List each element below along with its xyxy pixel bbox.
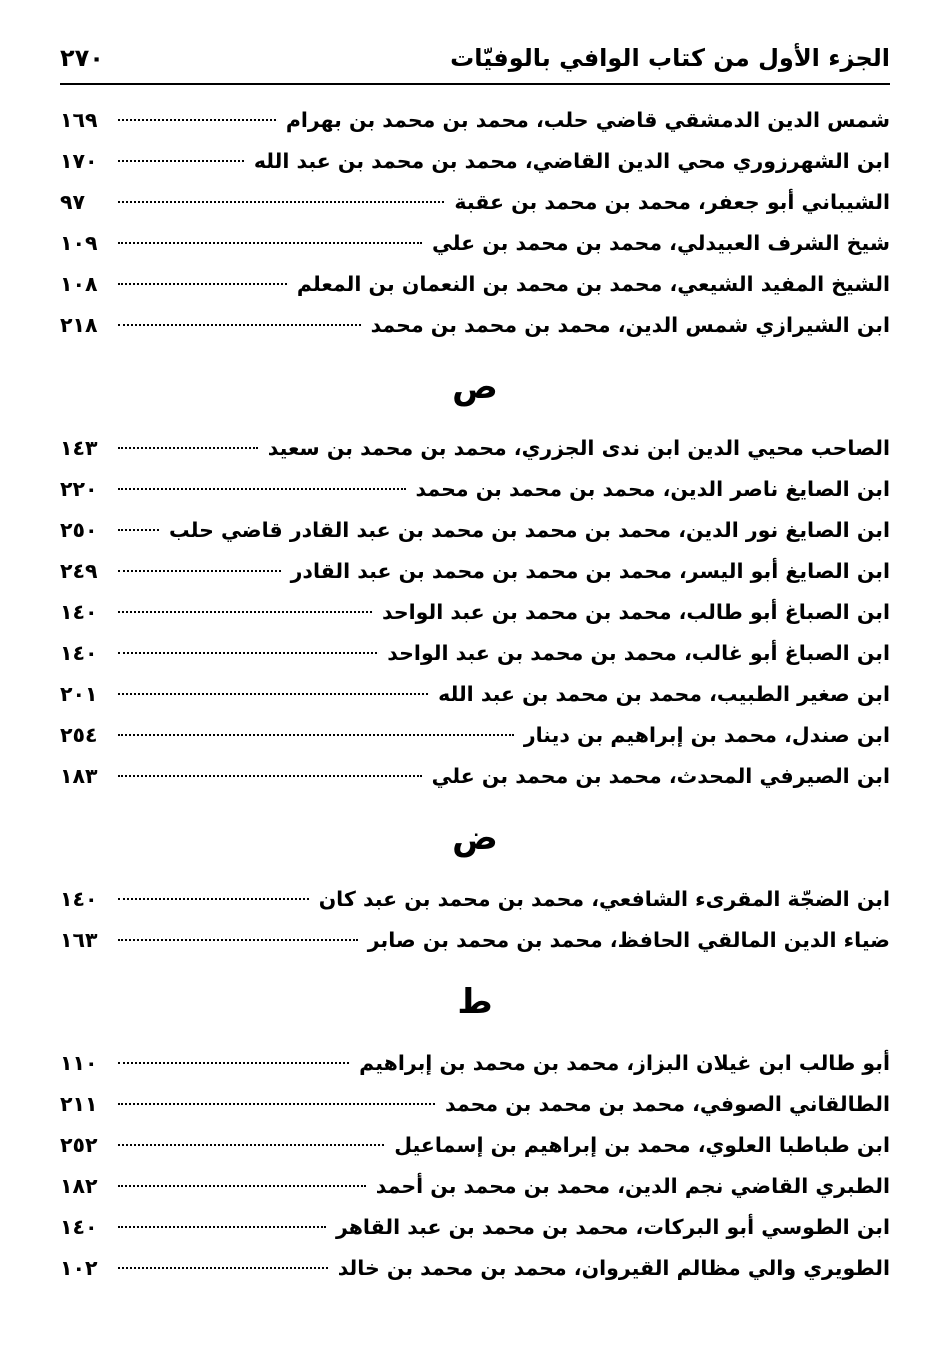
dot-leader	[118, 693, 428, 695]
entry-page-number: ١٤٠	[60, 887, 98, 911]
index-entry	[60, 100, 890, 141]
book-title: الجزء الأول من كتاب الوافي بالوفيّات	[450, 44, 890, 72]
dot-leader	[118, 775, 422, 777]
entry-name: ضياء الدين المالقي الحافظ، محمد بن محمد بن صابر	[367, 928, 890, 952]
entry-name: ابن الصيرفي المحدث، محمد بن محمد بن علي	[431, 764, 890, 788]
entry-name: ابن الشيرازي شمس الدين، محمد بن محمد بن محمد	[370, 313, 890, 337]
entry-page-number: ١٦٩	[60, 108, 98, 132]
running-head	[60, 38, 890, 78]
letter-heading: ص	[452, 367, 498, 407]
entry-page-number: ١٨٣	[60, 764, 98, 788]
index-entry	[60, 715, 890, 756]
letter-heading: ض	[452, 818, 498, 858]
index-entry	[60, 510, 890, 551]
entry-page-number: ٢٥٢	[60, 1133, 98, 1157]
entry-page-number: ٢٥٤	[60, 723, 98, 747]
index-entry	[60, 879, 890, 920]
index-entry	[60, 633, 890, 674]
index-entry	[60, 1207, 890, 1248]
entry-page-number: ٢٠١	[60, 682, 98, 706]
dot-leader	[118, 119, 276, 121]
dot-leader	[118, 324, 361, 326]
entry-page-number: ١٦٣	[60, 928, 98, 952]
dot-leader	[118, 201, 444, 203]
index-entry	[60, 592, 890, 633]
index-entry	[60, 1043, 890, 1084]
dot-leader	[118, 488, 406, 490]
entry-page-number: ١٠٢	[60, 1256, 98, 1280]
entry-name: شمس الدين الدمشقي قاضي حلب، محمد بن محمد بن بهرام	[285, 108, 890, 132]
dot-leader	[118, 1226, 326, 1228]
entry-name: الطويري والي مظالم القيروان، محمد بن محمد بن خالد	[337, 1256, 890, 1280]
index-entry	[60, 264, 890, 305]
index-entry	[60, 756, 890, 797]
entry-name: شيخ الشرف العبيدلي، محمد بن محمد بن علي	[431, 231, 890, 255]
index-entry	[60, 674, 890, 715]
index-entry	[60, 305, 890, 346]
index-entry	[60, 223, 890, 264]
index-entry	[60, 141, 890, 182]
entry-page-number: ٢١١	[60, 1092, 98, 1116]
index-entry	[60, 1084, 890, 1125]
entry-page-number: ١١٠	[60, 1051, 98, 1075]
entry-page-number: ٢٥٠	[60, 518, 98, 542]
dot-leader	[118, 611, 372, 613]
index-entry	[60, 182, 890, 223]
header-rule	[60, 83, 890, 85]
entry-page-number: ١٨٢	[60, 1174, 98, 1198]
entry-page-number: ١٠٨	[60, 272, 98, 296]
dot-leader	[118, 652, 377, 654]
dot-leader	[118, 1185, 366, 1187]
entry-name: ابن الشهرزوري محي الدين القاضي، محمد بن محمد بن عبد الله	[253, 149, 890, 173]
entry-page-number: ١٧٠	[60, 149, 98, 173]
letter-heading: ط	[457, 982, 493, 1022]
dot-leader	[118, 283, 287, 285]
index-entry	[60, 920, 890, 961]
index-entry	[60, 1125, 890, 1166]
index-list	[60, 100, 890, 1289]
dot-leader	[118, 160, 244, 162]
entry-name: ابن الطوسي أبو البركات، محمد بن محمد بن عبد القاهر	[335, 1215, 890, 1239]
entry-name: الطبري القاضي نجم الدين، محمد بن محمد بن أحمد	[375, 1174, 890, 1198]
dot-leader	[118, 1144, 384, 1146]
dot-leader	[118, 734, 514, 736]
entry-page-number: ٢١٨	[60, 313, 98, 337]
index-entry	[60, 1248, 890, 1289]
dot-leader	[118, 1062, 349, 1064]
entry-name: ابن الصباغ أبو غالب، محمد بن محمد بن عبد الواحد	[387, 641, 890, 665]
dot-leader	[118, 939, 358, 941]
entry-page-number: ١٤٠	[60, 600, 98, 624]
dot-leader	[118, 1267, 328, 1269]
entry-name: ابن الصباغ أبو طالب، محمد بن محمد بن عبد الواحد	[382, 600, 890, 624]
dot-leader	[118, 447, 258, 449]
entry-name: ابن صغير الطبيب، محمد بن محمد بن عبد الله	[438, 682, 890, 706]
entry-name: ابن الصايغ أبو اليسر، محمد بن محمد بن محمد بن عبد القادر	[290, 559, 890, 583]
entry-name: الصاحب محيي الدين ابن ندى الجزري، محمد بن محمد بن سعيد	[267, 436, 890, 460]
dot-leader	[118, 1103, 435, 1105]
entry-page-number: ٢٢٠	[60, 477, 98, 501]
entry-name: ابن الصايغ نور الدين، محمد بن محمد بن محمد بن عبد القادر قاضي حلب	[169, 518, 890, 542]
index-entry	[60, 551, 890, 592]
entry-page-number: ١٤٠	[60, 641, 98, 665]
entry-name: ابن طباطبا العلوي، محمد بن إبراهيم بن إسماعيل	[394, 1133, 890, 1157]
entry-page-number: ١٤٠	[60, 1215, 98, 1239]
entry-page-number: ١٠٩	[60, 231, 98, 255]
index-entry	[60, 469, 890, 510]
entry-name: الشيباني أبو جعفر، محمد بن محمد بن عقبة	[454, 190, 890, 214]
index-entry	[60, 428, 890, 469]
index-entry	[60, 1166, 890, 1207]
entry-name: ابن الضجّة المقرىء الشافعي، محمد بن محمد بن عبد كان	[318, 887, 890, 911]
entry-page-number: ٩٧	[60, 190, 86, 214]
entry-name: أبو طالب ابن غيلان البزاز، محمد بن محمد بن إبراهيم	[359, 1051, 890, 1075]
dot-leader	[118, 242, 422, 244]
page-number: ٢٧٠	[60, 44, 104, 72]
entry-name: ابن الصايغ ناصر الدين، محمد بن محمد بن محمد	[415, 477, 890, 501]
entry-page-number: ١٤٣	[60, 436, 98, 460]
entry-name: ابن صندل، محمد بن إبراهيم بن دينار	[523, 723, 890, 747]
entry-page-number: ٢٤٩	[60, 559, 98, 583]
entry-name: الطالقاني الصوفي، محمد بن محمد بن محمد	[445, 1092, 890, 1116]
dot-leader	[118, 898, 309, 900]
dot-leader	[118, 570, 281, 572]
dot-leader	[118, 529, 159, 531]
entry-name: الشيخ المفيد الشيعي، محمد بن محمد بن النعمان بن المعلم	[296, 272, 890, 296]
